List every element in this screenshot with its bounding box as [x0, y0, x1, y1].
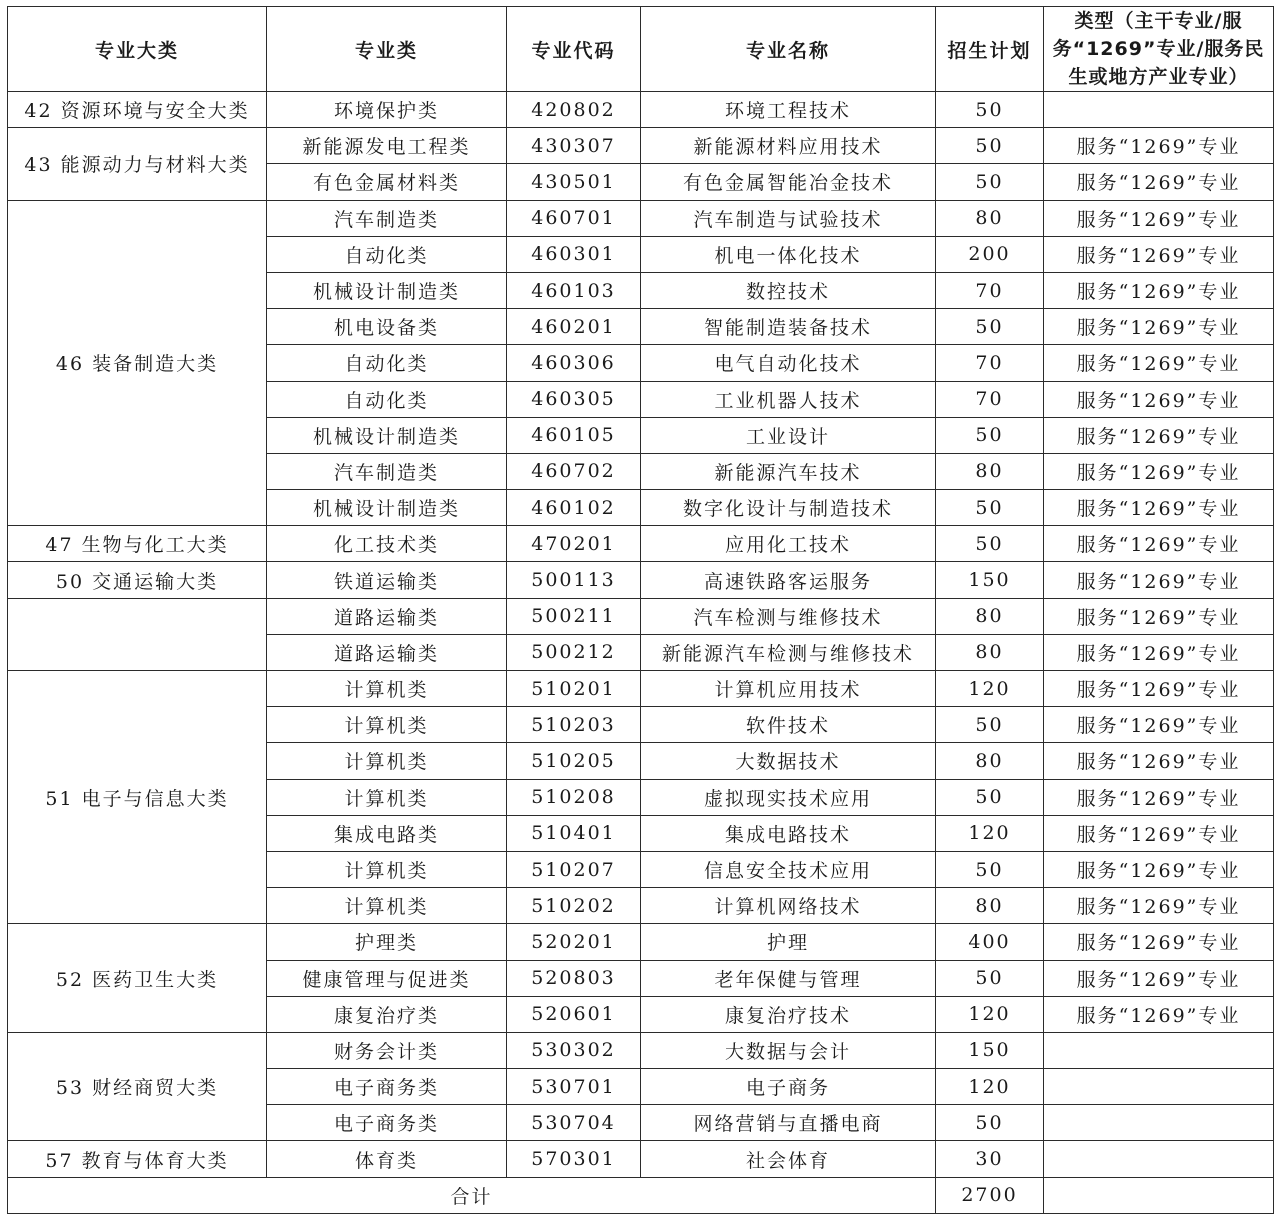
cell-major-category: 52 医药卫生大类	[8, 924, 267, 1033]
table-row	[8, 92, 1274, 128]
cell-type: 服务“1269”专业	[1044, 707, 1274, 743]
cell-major-code: 460301	[507, 236, 641, 272]
header-row	[8, 7, 1274, 92]
cell-major-class: 机械设计制造类	[267, 272, 507, 308]
cell-major-class: 电子商务类	[267, 1069, 507, 1105]
cell-major-code: 510401	[507, 815, 641, 851]
cell-enrollment-plan: 30	[936, 1141, 1044, 1177]
cell-major-class: 铁道运输类	[267, 562, 507, 598]
cell-major-name: 应用化工技术	[641, 526, 936, 562]
cell-type: 服务“1269”专业	[1044, 851, 1274, 887]
cell-major-class: 护理类	[267, 924, 507, 960]
cell-enrollment-plan: 50	[936, 707, 1044, 743]
cell-major-code: 460105	[507, 417, 641, 453]
cell-major-code: 460305	[507, 381, 641, 417]
total-label: 合计	[8, 1177, 936, 1213]
cell-major-name: 虚拟现实技术应用	[641, 779, 936, 815]
cell-major-code: 520803	[507, 960, 641, 996]
cell-enrollment-plan: 80	[936, 453, 1044, 489]
cell-major-code: 420802	[507, 92, 641, 128]
cell-major-category: 51 电子与信息大类	[8, 671, 267, 924]
cell-major-category: 53 财经商贸大类	[8, 1032, 267, 1141]
cell-major-name: 集成电路技术	[641, 815, 936, 851]
cell-type: 服务“1269”专业	[1044, 815, 1274, 851]
cell-type: 服务“1269”专业	[1044, 490, 1274, 526]
cell-major-class: 汽车制造类	[267, 453, 507, 489]
cell-major-class: 康复治疗类	[267, 996, 507, 1032]
cell-enrollment-plan: 120	[936, 1069, 1044, 1105]
cell-major-name: 软件技术	[641, 707, 936, 743]
header-major-class: 专业类	[267, 7, 507, 92]
cell-enrollment-plan: 50	[936, 779, 1044, 815]
cell-major-category: 42 资源环境与安全大类	[8, 92, 267, 128]
cell-type: 服务“1269”专业	[1044, 236, 1274, 272]
cell-major-name: 护理	[641, 924, 936, 960]
cell-major-class: 计算机类	[267, 851, 507, 887]
cell-major-code: 530302	[507, 1032, 641, 1068]
cell-major-class: 机电设备类	[267, 309, 507, 345]
cell-major-class: 计算机类	[267, 707, 507, 743]
cell-major-class: 新能源发电工程类	[267, 128, 507, 164]
header-enrollment-plan: 招生计划	[936, 7, 1044, 92]
cell-major-class: 电子商务类	[267, 1105, 507, 1141]
cell-enrollment-plan: 80	[936, 634, 1044, 670]
cell-enrollment-plan: 50	[936, 92, 1044, 128]
cell-enrollment-plan: 400	[936, 924, 1044, 960]
cell-enrollment-plan: 70	[936, 272, 1044, 308]
cell-major-class: 自动化类	[267, 345, 507, 381]
cell-major-name: 网络营销与直播电商	[641, 1105, 936, 1141]
cell-type	[1044, 1105, 1274, 1141]
cell-type: 服务“1269”专业	[1044, 381, 1274, 417]
cell-major-category	[8, 598, 267, 670]
cell-major-code: 460306	[507, 345, 641, 381]
cell-major-name: 机电一体化技术	[641, 236, 936, 272]
cell-major-class: 计算机类	[267, 779, 507, 815]
cell-enrollment-plan: 50	[936, 526, 1044, 562]
cell-enrollment-plan: 50	[936, 490, 1044, 526]
cell-type: 服务“1269”专业	[1044, 526, 1274, 562]
cell-type: 服务“1269”专业	[1044, 345, 1274, 381]
cell-major-name: 新能源材料应用技术	[641, 128, 936, 164]
cell-major-code: 530701	[507, 1069, 641, 1105]
cell-type: 服务“1269”专业	[1044, 272, 1274, 308]
cell-enrollment-plan: 50	[936, 128, 1044, 164]
cell-enrollment-plan: 50	[936, 309, 1044, 345]
table-row	[8, 128, 1274, 164]
cell-type: 服务“1269”专业	[1044, 671, 1274, 707]
table-row	[8, 598, 1274, 634]
cell-major-code: 500113	[507, 562, 641, 598]
cell-major-code: 460702	[507, 453, 641, 489]
cell-enrollment-plan: 120	[936, 996, 1044, 1032]
cell-major-name: 大数据技术	[641, 743, 936, 779]
cell-type: 服务“1269”专业	[1044, 562, 1274, 598]
cell-major-category: 46 装备制造大类	[8, 200, 267, 526]
cell-major-category: 50 交通运输大类	[8, 562, 267, 598]
cell-major-name: 数字化设计与制造技术	[641, 490, 936, 526]
cell-major-code: 460102	[507, 490, 641, 526]
cell-major-code: 510207	[507, 851, 641, 887]
cell-major-name: 电气自动化技术	[641, 345, 936, 381]
cell-major-code: 510201	[507, 671, 641, 707]
cell-major-class: 道路运输类	[267, 598, 507, 634]
cell-major-name: 工业设计	[641, 417, 936, 453]
cell-type: 服务“1269”专业	[1044, 743, 1274, 779]
header-major-code: 专业代码	[507, 7, 641, 92]
cell-major-code: 430307	[507, 128, 641, 164]
cell-major-class: 计算机类	[267, 888, 507, 924]
cell-major-class: 机械设计制造类	[267, 417, 507, 453]
cell-major-class: 财务会计类	[267, 1032, 507, 1068]
cell-type: 服务“1269”专业	[1044, 417, 1274, 453]
cell-major-code: 510205	[507, 743, 641, 779]
table-row	[8, 671, 1274, 707]
cell-major-name: 康复治疗技术	[641, 996, 936, 1032]
cell-major-class: 有色金属材料类	[267, 164, 507, 200]
cell-enrollment-plan: 50	[936, 960, 1044, 996]
cell-enrollment-plan: 80	[936, 888, 1044, 924]
cell-type: 服务“1269”专业	[1044, 779, 1274, 815]
cell-major-name: 新能源汽车检测与维修技术	[641, 634, 936, 670]
cell-major-category: 43 能源动力与材料大类	[8, 128, 267, 200]
cell-enrollment-plan: 80	[936, 200, 1044, 236]
cell-major-code: 460201	[507, 309, 641, 345]
cell-major-class: 自动化类	[267, 381, 507, 417]
header-type: 类型（主干专业/服务“1269”专业/服务民生或地方产业专业）	[1044, 7, 1274, 92]
cell-type	[1044, 1141, 1274, 1177]
table-row	[8, 1141, 1274, 1177]
cell-major-name: 智能制造装备技术	[641, 309, 936, 345]
cell-major-category: 57 教育与体育大类	[8, 1141, 267, 1177]
cell-enrollment-plan: 70	[936, 345, 1044, 381]
header-major-name: 专业名称	[641, 7, 936, 92]
total-row	[8, 1177, 1274, 1213]
cell-major-code: 510208	[507, 779, 641, 815]
cell-major-code: 570301	[507, 1141, 641, 1177]
cell-type: 服务“1269”专业	[1044, 598, 1274, 634]
cell-major-code: 520601	[507, 996, 641, 1032]
cell-enrollment-plan: 50	[936, 417, 1044, 453]
cell-major-name: 工业机器人技术	[641, 381, 936, 417]
cell-major-name: 计算机应用技术	[641, 671, 936, 707]
cell-major-name: 信息安全技术应用	[641, 851, 936, 887]
cell-major-code: 510202	[507, 888, 641, 924]
table-row	[8, 526, 1274, 562]
cell-major-class: 健康管理与促进类	[267, 960, 507, 996]
cell-major-category: 47 生物与化工大类	[8, 526, 267, 562]
cell-major-name: 有色金属智能冶金技术	[641, 164, 936, 200]
cell-enrollment-plan: 80	[936, 598, 1044, 634]
cell-major-class: 环境保护类	[267, 92, 507, 128]
cell-type: 服务“1269”专业	[1044, 453, 1274, 489]
cell-major-name: 老年保健与管理	[641, 960, 936, 996]
cell-major-code: 470201	[507, 526, 641, 562]
cell-major-name: 数控技术	[641, 272, 936, 308]
table-row	[8, 924, 1274, 960]
cell-type: 服务“1269”专业	[1044, 960, 1274, 996]
cell-type: 服务“1269”专业	[1044, 996, 1274, 1032]
cell-major-name: 计算机网络技术	[641, 888, 936, 924]
enrollment-table	[7, 6, 1274, 1214]
cell-major-class: 化工技术类	[267, 526, 507, 562]
cell-major-name: 社会体育	[641, 1141, 936, 1177]
cell-enrollment-plan: 200	[936, 236, 1044, 272]
cell-major-code: 500212	[507, 634, 641, 670]
cell-major-name: 汽车检测与维修技术	[641, 598, 936, 634]
cell-type: 服务“1269”专业	[1044, 888, 1274, 924]
cell-major-class: 计算机类	[267, 743, 507, 779]
cell-enrollment-plan: 50	[936, 1105, 1044, 1141]
cell-major-code: 430501	[507, 164, 641, 200]
cell-major-name: 环境工程技术	[641, 92, 936, 128]
cell-enrollment-plan: 150	[936, 562, 1044, 598]
table-row	[8, 200, 1274, 236]
cell-major-class: 道路运输类	[267, 634, 507, 670]
cell-major-name: 汽车制造与试验技术	[641, 200, 936, 236]
cell-type: 服务“1269”专业	[1044, 634, 1274, 670]
cell-major-class: 机械设计制造类	[267, 490, 507, 526]
cell-enrollment-plan: 50	[936, 164, 1044, 200]
cell-enrollment-plan: 120	[936, 815, 1044, 851]
cell-type	[1044, 1069, 1274, 1105]
cell-type: 服务“1269”专业	[1044, 309, 1274, 345]
cell-type: 服务“1269”专业	[1044, 164, 1274, 200]
cell-enrollment-plan: 70	[936, 381, 1044, 417]
total-type-empty	[1044, 1177, 1274, 1213]
cell-type: 服务“1269”专业	[1044, 200, 1274, 236]
cell-major-code: 520201	[507, 924, 641, 960]
cell-major-class: 集成电路类	[267, 815, 507, 851]
cell-major-name: 电子商务	[641, 1069, 936, 1105]
cell-major-class: 自动化类	[267, 236, 507, 272]
table-row	[8, 562, 1274, 598]
cell-type: 服务“1269”专业	[1044, 924, 1274, 960]
total-value: 2700	[936, 1177, 1044, 1213]
cell-major-name: 大数据与会计	[641, 1032, 936, 1068]
cell-major-code: 500211	[507, 598, 641, 634]
cell-enrollment-plan: 50	[936, 851, 1044, 887]
header-major-category: 专业大类	[8, 7, 267, 92]
cell-major-name: 新能源汽车技术	[641, 453, 936, 489]
cell-major-name: 高速铁路客运服务	[641, 562, 936, 598]
cell-major-class: 计算机类	[267, 671, 507, 707]
cell-type: 服务“1269”专业	[1044, 128, 1274, 164]
cell-enrollment-plan: 120	[936, 671, 1044, 707]
cell-major-code: 510203	[507, 707, 641, 743]
cell-major-class: 汽车制造类	[267, 200, 507, 236]
cell-major-code: 460103	[507, 272, 641, 308]
cell-enrollment-plan: 80	[936, 743, 1044, 779]
cell-enrollment-plan: 150	[936, 1032, 1044, 1068]
cell-major-class: 体育类	[267, 1141, 507, 1177]
table-row	[8, 1032, 1274, 1068]
cell-type	[1044, 92, 1274, 128]
cell-major-code: 460701	[507, 200, 641, 236]
cell-type	[1044, 1032, 1274, 1068]
cell-major-code: 530704	[507, 1105, 641, 1141]
